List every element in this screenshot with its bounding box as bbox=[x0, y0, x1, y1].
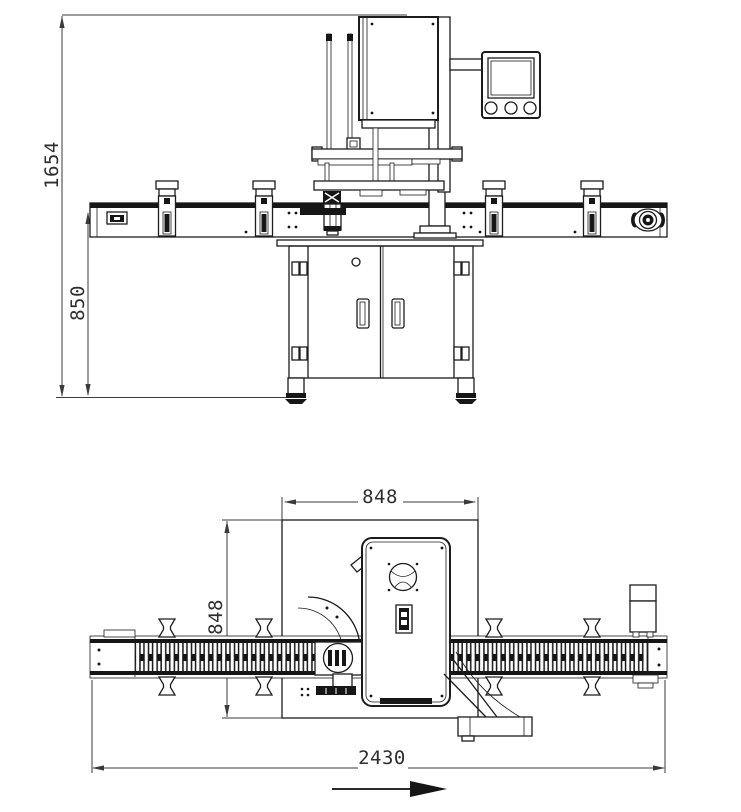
rail-clamp bbox=[156, 181, 178, 236]
hmi-button bbox=[505, 102, 517, 114]
guide-rods bbox=[326, 34, 353, 150]
chain-links bbox=[450, 643, 648, 671]
nameplate bbox=[107, 212, 127, 224]
dimension-table-width bbox=[282, 486, 478, 520]
door-handle-left bbox=[357, 299, 369, 328]
plan-view bbox=[90, 486, 667, 797]
dim-label-total-height: 1654 bbox=[41, 141, 63, 189]
rail-clamp-plan bbox=[486, 619, 502, 637]
door-handle-right bbox=[392, 299, 404, 328]
cabinet bbox=[277, 240, 483, 404]
dim-label-table-depth: 848 bbox=[205, 599, 227, 635]
rail-clamp bbox=[581, 181, 603, 236]
rail-clamp-plan bbox=[159, 677, 175, 695]
dimension-belt-height bbox=[67, 212, 91, 396]
door-vent-hole bbox=[352, 258, 360, 266]
rail-clamp-plan bbox=[486, 677, 502, 695]
hmi-button bbox=[524, 102, 536, 114]
rail-clamp-plan bbox=[584, 677, 600, 695]
rail-clamp bbox=[483, 181, 505, 236]
dim-label-table-width: 848 bbox=[362, 486, 398, 508]
dim-label-total-length: 2430 bbox=[358, 747, 406, 769]
cabinet-legs bbox=[285, 378, 477, 404]
hmi-panel bbox=[482, 52, 540, 118]
motor-housing bbox=[359, 17, 438, 128]
hmi-screen bbox=[488, 58, 534, 98]
hmi-arm bbox=[450, 59, 482, 70]
chain-links bbox=[135, 643, 315, 671]
rail-clamp-plan bbox=[159, 619, 175, 637]
hmi-button bbox=[485, 102, 497, 114]
rail-clamp-plan bbox=[256, 619, 272, 637]
under-belt-mount bbox=[300, 208, 346, 215]
dim-label-belt-height: 850 bbox=[67, 285, 89, 321]
rail-clamp-plan bbox=[256, 677, 272, 695]
machine-body-plan bbox=[351, 538, 450, 706]
flow-direction-arrow-icon bbox=[332, 781, 447, 797]
cap-chute-slot bbox=[396, 605, 412, 633]
rail-clamp bbox=[253, 181, 275, 236]
column-base bbox=[414, 226, 456, 238]
front-view bbox=[41, 15, 667, 404]
rail-clamp-plan bbox=[584, 619, 600, 637]
